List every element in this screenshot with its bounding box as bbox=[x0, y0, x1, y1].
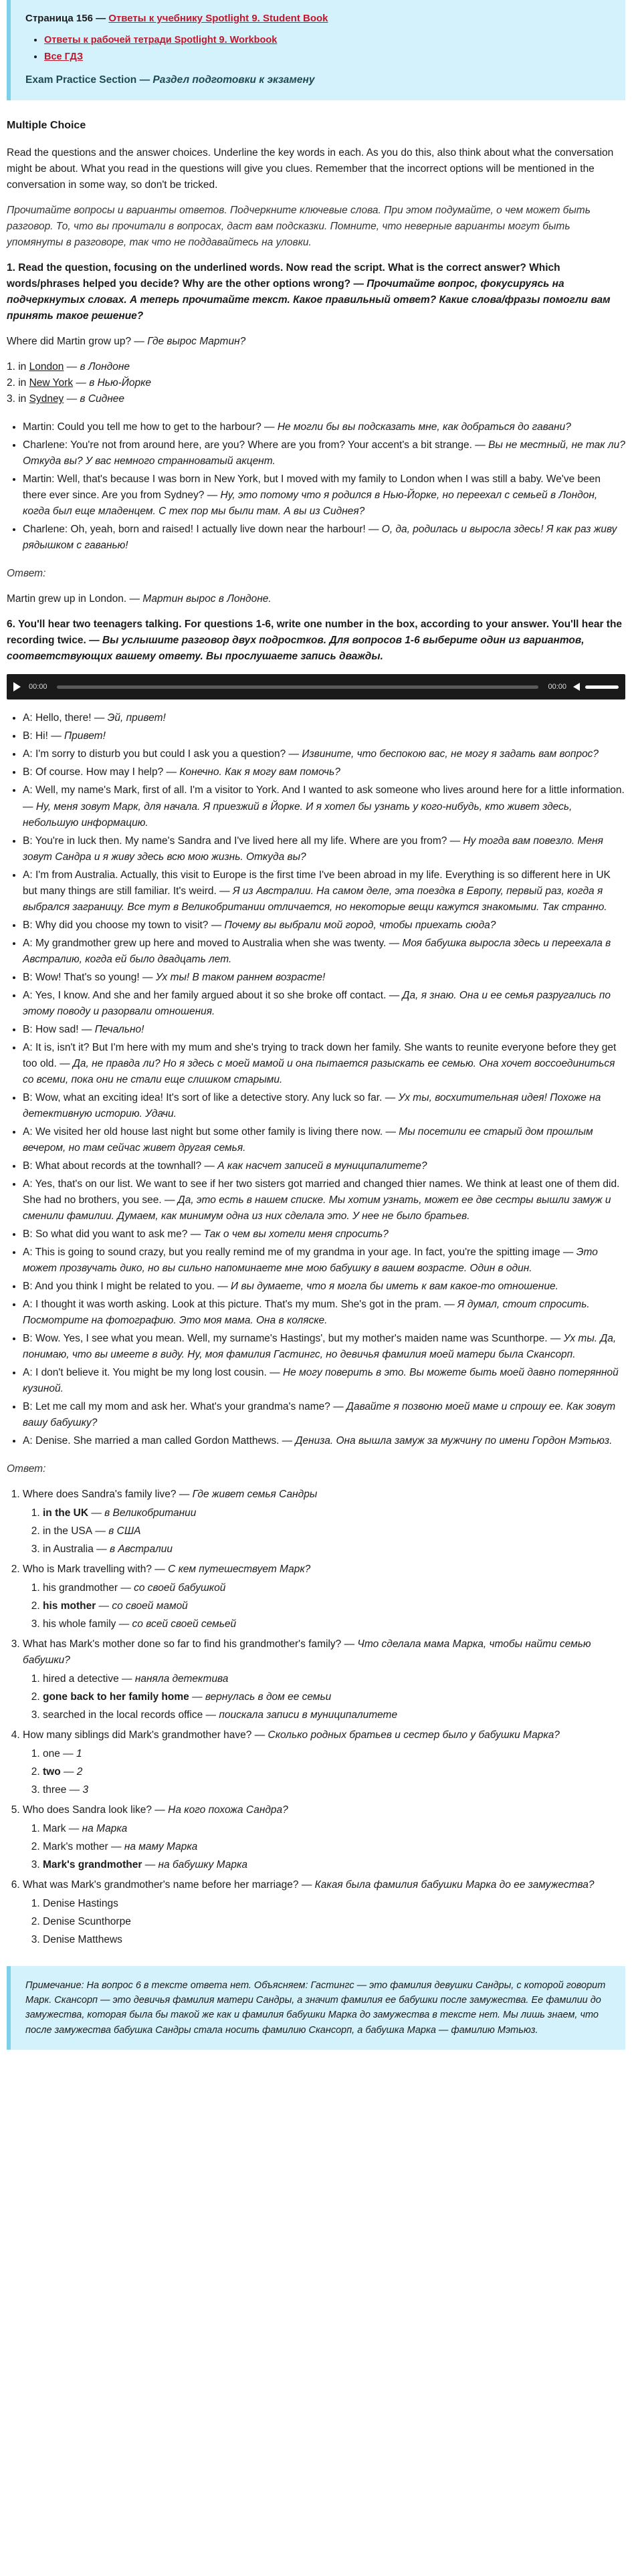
dialog-line bbox=[23, 710, 625, 726]
answer-question bbox=[23, 1636, 625, 1723]
answer-question bbox=[23, 1802, 625, 1873]
dialog-line bbox=[23, 1297, 625, 1329]
line-en: B: So what did you want to ask me? — bbox=[23, 1228, 204, 1240]
intro-english: Read the questions and the answer choices. Underline the key words in each. As you do this, also think about what the conversation might be about. What you read in the questions will give you clues. Remember that the incorrect options will be mentioned in the conversation in some way, so don't be tricked. bbox=[7, 147, 614, 191]
dialog-2 bbox=[7, 710, 625, 1449]
navigation-links bbox=[25, 33, 611, 64]
option-ru: — поискала записи в муниципалитете bbox=[203, 1709, 398, 1721]
dialog-line bbox=[23, 1176, 625, 1224]
answer-1-en: Martin grew up in London. — bbox=[7, 593, 143, 605]
line-ru: Я думал, стоит спросить. Посмотрите на фотографию. Это моя мама. Она в коляске. bbox=[23, 1298, 590, 1326]
option-en-correct: his mother bbox=[43, 1600, 96, 1612]
option-ru: — 2 bbox=[60, 1766, 83, 1778]
line-ru: Да, не правда ли? Но я здесь с моей мамой и она пытается разыскать ее семью. Она хочет воссоединиться со всеми, пока они не стали еще слишком старыми. bbox=[23, 1057, 615, 1085]
question-en: Where does Sandra's family live? — bbox=[23, 1489, 193, 1501]
answer-question bbox=[23, 1562, 625, 1632]
line-en: Charlene: You're not from around here, are you? Where are you from? Your accent's a bit strange. — bbox=[23, 439, 489, 451]
task-6-en: 6. You'll hear two teenagers talking. For questions 1-6, write one number in the box, according to your answer. You'll hear the recording twice. — bbox=[7, 619, 623, 647]
line-ru: Ух ты! В таком раннем возрасте! bbox=[155, 971, 326, 983]
task-6-instruction bbox=[7, 617, 625, 665]
answer-1 bbox=[7, 591, 625, 607]
dialog-line bbox=[23, 1279, 625, 1295]
line-ru: Ух ты. Да, понимаю, что вы имеете в виду. Ну, моя фамилия Гастингс, но девичья фамилия моей матери была Скансорп. bbox=[23, 1332, 617, 1360]
line-ru: Моя бабушка выросла здесь и переехала в Австралию, когда ей было двадцать лет. bbox=[23, 937, 611, 965]
option-en: Denise Matthews bbox=[43, 1934, 122, 1946]
line-en: Martin: Well, that's because I was born in New York, but I moved with my family to London when I was still a baby. We've been there ever since. Are you from Sydney? — bbox=[23, 473, 601, 502]
option-en-correct: in the UK bbox=[43, 1507, 89, 1519]
intro-russian: Прочитайте вопросы и варианты ответов. Подчеркните ключевые слова. При этом подумайте, о чем может быть разговор. То, что вы прочитали в вопросах, даст вам подсказки. Помните, что неверные варианты могут быть упомянуты в разговоре, так что не поддавайтесь на уловки. bbox=[7, 205, 591, 249]
line-en: A: I thought it was worth asking. Look at this picture. That's my mum. She's got in the pram. — bbox=[23, 1298, 458, 1310]
line-ru: Я из Австралии. На самом деле, эта поездка в Европу, первый раз, когда я выбрался заграницу. Все тут в Великобритании отличается, но некоторые вещи кажутся знакомыми. Так странно. bbox=[23, 885, 607, 913]
option-ru: — со своей мамой bbox=[96, 1600, 188, 1612]
option-ru: — со своей бабушкой bbox=[118, 1582, 226, 1594]
option-en: Denise Scunthorpe bbox=[43, 1916, 131, 1928]
question-ru: Какая была фамилия бабушки Марка до ее замужества? bbox=[314, 1879, 595, 1891]
answer-options bbox=[23, 1580, 625, 1632]
line-en: A: This is going to sound crazy, but you really remind me of my grandma in your age. In fact, you're the spitting image — bbox=[23, 1246, 576, 1258]
line-en: A: We visited her old house last night but some other family is living there now. — bbox=[23, 1125, 399, 1138]
option-en: Mark bbox=[43, 1823, 66, 1835]
option-en: searched in the local records office bbox=[43, 1709, 203, 1721]
dialog-line bbox=[23, 1245, 625, 1277]
dialog-line bbox=[23, 728, 625, 744]
dialog-line bbox=[23, 764, 625, 780]
line-ru: Дениза. Она вышла замуж за мужчину по имени Гордон Мэтьюз. bbox=[295, 1435, 613, 1447]
question-1-en: Where did Martin grow up? — bbox=[7, 336, 148, 348]
line-en: Charlene: Oh, yeah, born and raised! I actually live down near the harbour! — bbox=[23, 524, 382, 536]
option-place: London bbox=[29, 361, 64, 373]
dialog-line bbox=[23, 988, 625, 1020]
line-ru: Это может прозвучать дико, но вы сильно напоминаете мне мою бабушку в вашем возрасте. Один в один. bbox=[23, 1246, 598, 1274]
answer-option bbox=[43, 1746, 625, 1762]
answer-label: Ответ: bbox=[7, 568, 46, 580]
line-en: A: Yes, that's on our list. We want to see if her two sisters got married and changed thier names. We think at least one of them did. She had no brothers, you see. — bbox=[23, 1178, 620, 1206]
answer-option bbox=[43, 1932, 625, 1948]
all-gdz-link[interactable]: Все ГДЗ bbox=[44, 51, 84, 62]
line-ru: Привет! bbox=[64, 730, 106, 742]
play-icon[interactable] bbox=[13, 682, 21, 691]
dialog-line bbox=[23, 1365, 625, 1397]
audio-player bbox=[7, 674, 625, 700]
option-en: Denise Hastings bbox=[43, 1898, 118, 1910]
answers-list bbox=[7, 1487, 625, 1948]
option-number: 3. in bbox=[7, 393, 29, 405]
option-en: one bbox=[43, 1748, 60, 1760]
workbook-answers-link[interactable]: Ответы к рабочей тетради Spotlight 9. Workbook bbox=[44, 35, 278, 46]
answer-option bbox=[43, 1839, 625, 1855]
exam-section-en: Exam Practice Section — bbox=[25, 74, 153, 86]
line-ru: Не могли бы вы подсказать мне, как добраться до гавани? bbox=[277, 421, 571, 433]
line-ru: Почему вы выбрали мой город, чтобы приехать сюда? bbox=[224, 919, 496, 931]
option-item bbox=[7, 375, 625, 391]
note-text: Примечание: На вопрос 6 в тексте ответа нет. Объясняем: Гастингс — это фамилия девушки Сандры, с которой говорит Марк. Скансорп — это девичья фамилия матери Сандры, а значит фамилия ее бабушки после замужества. Ее фамилии до замужества, которая была бы такой же как и фамилия бабушки Марка до замужества в тексте нет. Мы лишь знаем, что после замужества бабушка Сандры стала носить фамилию Скансорп, а бабушка Марка — фамилию Мэтьюз. bbox=[25, 1979, 606, 2036]
dialog-line bbox=[23, 1226, 625, 1243]
option-number: 1. in bbox=[7, 361, 29, 373]
question-en: Who is Mark travelling with? — bbox=[23, 1564, 169, 1576]
option-ru: — на маму Марка bbox=[108, 1841, 198, 1853]
dialog-line bbox=[23, 1433, 625, 1449]
option-ru: — на Марка bbox=[66, 1823, 128, 1835]
line-en: B: How sad! — bbox=[23, 1023, 95, 1035]
line-ru: Конечно. Как я могу вам помочь? bbox=[179, 766, 340, 778]
volume-slider[interactable] bbox=[585, 685, 619, 689]
answer-options bbox=[23, 1896, 625, 1948]
line-ru: Эй, привет! bbox=[107, 712, 166, 724]
question-ru: С кем путешествует Марк? bbox=[168, 1564, 311, 1576]
line-ru: Печально! bbox=[94, 1023, 144, 1035]
line-en: B: Wow! That's so young! — bbox=[23, 971, 156, 983]
dialog-line bbox=[23, 970, 625, 986]
option-en-correct: two bbox=[43, 1766, 61, 1778]
line-en: A: I'm sorry to disturb you but could I ask you a question? — bbox=[23, 748, 302, 760]
line-ru: Так о чем вы хотели меня спросить? bbox=[203, 1228, 389, 1240]
answer-option bbox=[43, 1914, 625, 1930]
exam-section-ru: Раздел подготовки к экзамену bbox=[152, 74, 315, 86]
line-en: A: It is, isn't it? But I'm here with my mum and she's trying to track down her family. She wants to reunite everyone before they get too old. — bbox=[23, 1041, 617, 1069]
dialog-line bbox=[23, 437, 625, 469]
dialog-line bbox=[23, 1022, 625, 1038]
line-en: A: My grandmother grew up here and moved to Australia when she was twenty. — bbox=[23, 937, 403, 949]
question-1-options bbox=[7, 359, 625, 407]
duration-time: 00:00 bbox=[548, 682, 566, 691]
answer-option bbox=[43, 1505, 625, 1521]
answer-option bbox=[43, 1821, 625, 1837]
answer-option bbox=[43, 1857, 625, 1873]
line-ru: Давайте я позвоню моей маме и спрошу ее. Как зовут вашу бабушку? bbox=[23, 1401, 616, 1429]
answer-options bbox=[23, 1505, 625, 1558]
line-ru: Ух ты, восхитительная идея! Похоже на детективную историю. Удачи. bbox=[23, 1091, 601, 1119]
answer-question bbox=[23, 1727, 625, 1798]
answer-option bbox=[43, 1580, 625, 1596]
line-ru: И вы думаете, что я могла бы иметь к вам какое-то отношение. bbox=[231, 1280, 558, 1292]
option-place: New York bbox=[29, 377, 74, 389]
answer-option bbox=[43, 1598, 625, 1614]
dialog-line bbox=[23, 419, 625, 435]
line-en: Martin: Could you tell me how to get to the harbour? — bbox=[23, 421, 278, 433]
line-ru: Вы не местный, не так ли? Откуда вы? У вас немного странноватый акцент. bbox=[23, 439, 625, 467]
nav-item-workbook bbox=[44, 33, 611, 47]
note-box bbox=[7, 1966, 625, 2050]
audio-progress-bar[interactable] bbox=[57, 685, 539, 689]
line-en: A: Yes, I know. And she and her family argued about it so she broke off contact. — bbox=[23, 989, 403, 1001]
option-en-correct: gone back to her family home bbox=[43, 1691, 189, 1703]
dialog-1 bbox=[7, 419, 625, 554]
line-en: A: Denise. She married a man called Gordon Matthews. — bbox=[23, 1435, 296, 1447]
question-ru: На кого похожа Сандра? bbox=[168, 1804, 288, 1816]
answer-option bbox=[43, 1689, 625, 1705]
line-en: B: Why did you choose my town to visit? — bbox=[23, 919, 225, 931]
answer-option bbox=[43, 1764, 625, 1780]
question-ru: Сколько родных братьев и сестер было у бабушки Марка? bbox=[268, 1729, 560, 1741]
line-en: B: And you think I might be related to you. — bbox=[23, 1280, 231, 1292]
line-ru: Да, я знаю. Она и ее семья разругались по этому поводу и разорвали отношения. bbox=[23, 989, 611, 1017]
line-ru: Ну, это потому что я родился в Нью-Йорке, но переехал с семьей в Лондон, когда был еще младенцем. С тех пор мы были там. А вы из Сиднея? bbox=[23, 490, 598, 518]
option-item bbox=[7, 359, 625, 375]
option-en: hired a detective bbox=[43, 1673, 119, 1685]
task-1-en: 1. Read the question, focusing on the underlined words. Now read the script. What is the correct answer? Which words/phrases helped you decide? Why are the other options wrong? — bbox=[7, 262, 560, 290]
option-item bbox=[7, 391, 625, 407]
current-time: 00:00 bbox=[29, 682, 47, 691]
dialog-line bbox=[23, 833, 625, 865]
dialog-line bbox=[23, 918, 625, 934]
option-en-correct: Mark's grandmother bbox=[43, 1859, 142, 1871]
line-en: A: I don't believe it. You might be my long lost cousin. — bbox=[23, 1367, 283, 1379]
option-ru: — вернулась в дом ее семьи bbox=[189, 1691, 332, 1703]
line-ru: Ну, меня зовут Марк, для начала. Я приезжий в Йорке. И я хотел бы узнать у кого-нибудь, кто живет здесь, небольшую информацию. bbox=[23, 800, 572, 829]
option-en: Mark's mother bbox=[43, 1841, 108, 1853]
dialog-line bbox=[23, 782, 625, 831]
dialog-line bbox=[23, 522, 625, 554]
question-en: What has Mark's mother done so far to find his grandmother's family? — bbox=[23, 1638, 358, 1650]
line-ru: А как насчет записей в муниципалитете? bbox=[217, 1160, 427, 1172]
option-ru: — со всей своей семьей bbox=[116, 1618, 237, 1630]
option-en: in the USA bbox=[43, 1525, 93, 1537]
line-en: A: Well, my name's Mark, first of all. I'm a visitor to York. And I wanted to ask someone who lives around here for a little information. — bbox=[23, 784, 625, 813]
question-en: Who does Sandra look like? — bbox=[23, 1804, 169, 1816]
dialog-line bbox=[23, 1090, 625, 1122]
task-6-ru: Вы услышите разговор двух подростков. Для вопросов 1-6 выберите один из вариантов, соответствующих вашему ответу. Вы прослушаете запись дважды. bbox=[7, 635, 585, 663]
answer-1-ru: Мартин вырос в Лондоне. bbox=[142, 593, 272, 605]
answer-question bbox=[23, 1487, 625, 1558]
nav-item-all-gdz bbox=[44, 49, 611, 64]
option-ru: — в США bbox=[92, 1525, 141, 1537]
option-ru: — 1 bbox=[60, 1748, 82, 1760]
option-ru: — в Нью-Йорке bbox=[73, 377, 152, 389]
question-1 bbox=[7, 334, 625, 350]
line-ru: Ну тогда вам повезло. Меня зовут Сандра и я живу здесь всю мою жизнь. Откуда вы? bbox=[23, 835, 603, 863]
line-en: B: Wow. Yes, I see what you mean. Well, my surname's Hastings', but my mother's maiden name was Scunthorpe. — bbox=[23, 1332, 564, 1344]
answer-option bbox=[43, 1707, 625, 1723]
answer-option bbox=[43, 1523, 625, 1539]
task-1-instruction bbox=[7, 260, 625, 324]
answer-question bbox=[23, 1877, 625, 1948]
navigation-box bbox=[7, 0, 625, 100]
option-en: three bbox=[43, 1784, 67, 1796]
option-en: in Australia bbox=[43, 1543, 94, 1555]
dialog-line bbox=[23, 471, 625, 520]
line-ru: Не могу поверить в это. Вы можете быть моей давно потерянной кузиной. bbox=[23, 1367, 619, 1395]
line-en: B: Let me call my mom and ask her. What's your grandma's name? — bbox=[23, 1401, 347, 1413]
answer-option bbox=[43, 1541, 625, 1558]
line-en: A: Hello, there! — bbox=[23, 712, 108, 724]
answer-options bbox=[23, 1821, 625, 1873]
option-ru: — наняла детектива bbox=[118, 1673, 229, 1685]
page-number-label: Страница 156 — bbox=[25, 13, 109, 24]
dialog-line bbox=[23, 1331, 625, 1363]
line-en: B: You're in luck then. My name's Sandra and I've lived here all my life. Where are you from? — bbox=[23, 835, 463, 847]
task-1-ru: Прочитайте вопрос, фокусируясь на подчеркнутых словах. А теперь прочитайте текст. Какое правильный ответ? Какие слова/фразы помогли вам принять такое решение? bbox=[7, 278, 611, 322]
question-1-ru: Где вырос Мартин? bbox=[147, 336, 246, 348]
answer-label-2: Ответ: bbox=[7, 1463, 46, 1475]
page-heading bbox=[25, 11, 611, 26]
line-en: B: Of course. How may I help? — bbox=[23, 766, 180, 778]
line-en: A: I'm from Australia. Actually, this visit to Europe is the first time I've been abroad in my life. Everything is so different here in UK but many things are still familiar. It's weird. — bbox=[23, 869, 611, 897]
dialog-line bbox=[23, 867, 625, 916]
line-ru: О, да, родилась и выросла здесь! Я как раз живу рядышком с гаванью! bbox=[23, 524, 617, 552]
answer-option bbox=[43, 1671, 625, 1687]
line-en: B: What about records at the townhall? — bbox=[23, 1160, 218, 1172]
line-ru: Да, это есть в нашем списке. Мы хотим узнать, может ее две сестры вышли замуж и сменили фамилии. Думаем, как минимум одна из них сделала это. У нее не было братьев. bbox=[23, 1194, 611, 1222]
dialog-line bbox=[23, 746, 625, 762]
option-number: 2. in bbox=[7, 377, 29, 389]
option-ru: — в Великобритании bbox=[88, 1507, 197, 1519]
option-ru: — в Австралии bbox=[93, 1543, 173, 1555]
question-en: How many siblings did Mark's grandmother have? — bbox=[23, 1729, 268, 1741]
answer-option bbox=[43, 1616, 625, 1632]
option-place: Sydney bbox=[29, 393, 64, 405]
dialog-line bbox=[23, 1124, 625, 1156]
line-en: B: Hi! — bbox=[23, 730, 65, 742]
line-ru: Мы посетили ее старый дом прошлым вечером, но там сейчас живет другая семья. bbox=[23, 1125, 593, 1154]
dialog-line bbox=[23, 1040, 625, 1088]
question-ru: Где живет семья Сандры bbox=[192, 1489, 318, 1501]
line-ru: Извините, что беспокою вас, не могу я задать вам вопрос? bbox=[302, 748, 599, 760]
option-ru: — на бабушку Марка bbox=[142, 1859, 247, 1871]
answer-options bbox=[23, 1671, 625, 1723]
dialog-line bbox=[23, 1399, 625, 1431]
answer-option bbox=[43, 1782, 625, 1798]
question-en: What was Mark's grandmother's name before her marriage? — bbox=[23, 1879, 315, 1891]
dialog-line bbox=[23, 1158, 625, 1174]
line-en: B: Wow, what an exciting idea! It's sort of like a detective story. Any luck so far. — bbox=[23, 1091, 399, 1103]
option-en: his grandmother bbox=[43, 1582, 118, 1594]
answer-option bbox=[43, 1896, 625, 1912]
option-ru: — в Сиднее bbox=[64, 393, 124, 405]
section-title: Multiple Choice bbox=[7, 120, 86, 132]
exam-section-label bbox=[25, 72, 611, 88]
dialog-line bbox=[23, 936, 625, 968]
answer-options bbox=[23, 1746, 625, 1798]
option-ru: — 3 bbox=[66, 1784, 89, 1796]
volume-icon[interactable] bbox=[573, 683, 580, 691]
option-en: his whole family bbox=[43, 1618, 116, 1630]
question-ru: Что сделала мама Марка, чтобы найти семью бабушки? bbox=[23, 1638, 591, 1667]
textbook-answers-link[interactable]: Ответы к учебнику Spotlight 9. Student Book bbox=[108, 13, 328, 24]
option-ru: — в Лондоне bbox=[64, 361, 130, 373]
